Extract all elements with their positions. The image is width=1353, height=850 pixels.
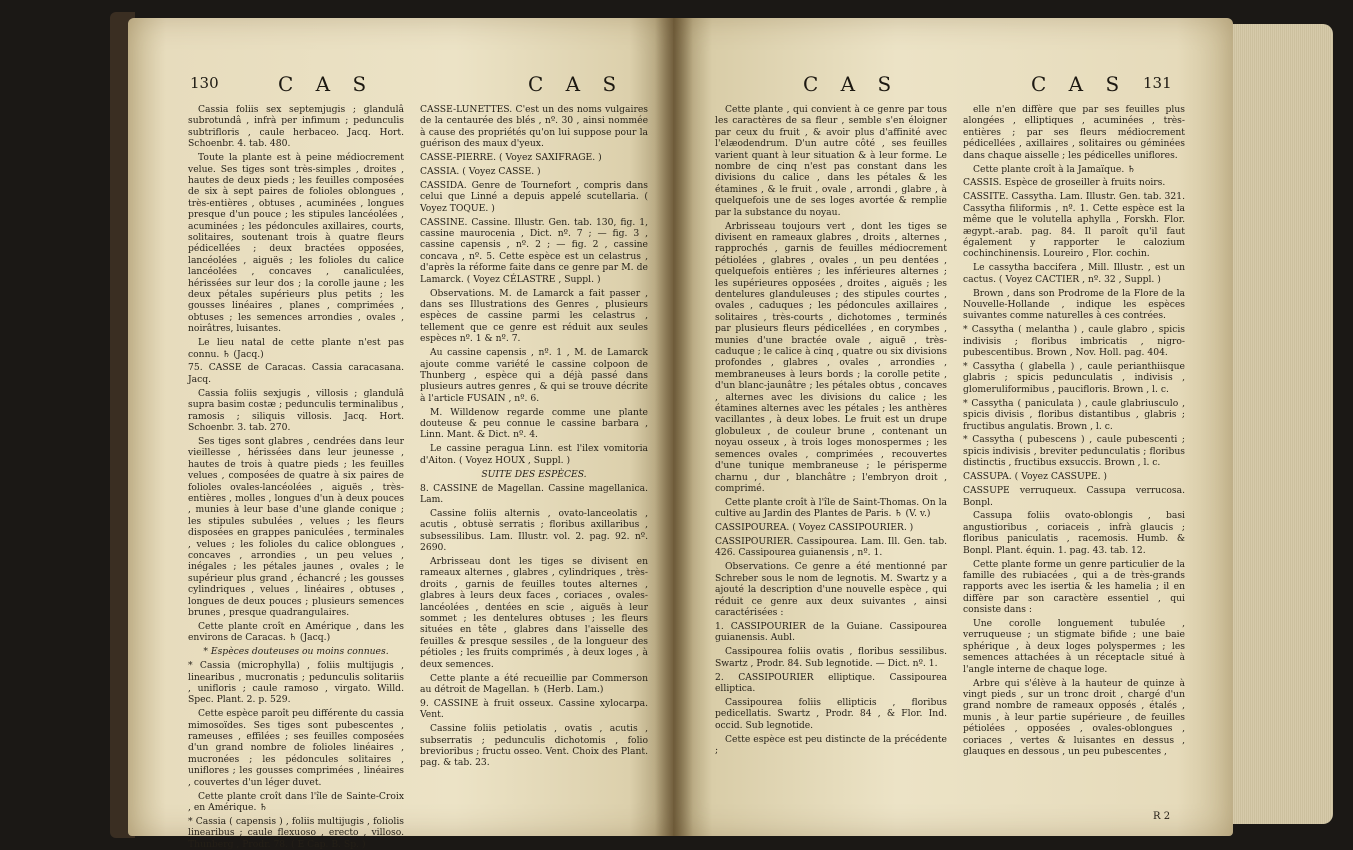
paragraph: Brown , dans son Prodrome de la Flore de la Nouvelle-Hollande , indique les espèces suivantes comme naturelles à ces contrées. [963,287,1185,322]
paragraph: Arbrisseau toujours vert , dont les tiges se divisent en rameaux glabres , droits , alternes , rapprochés , garnis de feuilles médiocrement pétiolées , glabres , ovales , un peu dentées , quelquefois entières ; les inférieures alternes ; les supérieures opposées , droites , aiguës ; les dentelures glanduleuses ; des stipules courtes , ovales , caduques ; les pédoncules axillaires , solitaires , très-courts , dichotomes , terminés par plusieurs fleurs pédicellées , en corymbes , munies d'une bractée ovale , aiguë , très-caduque ; le calice à cinq , quatre ou six divisions profondes , glabres , ovales , arrondies , membraneuses à leurs bords ; la corolle petite , d'un blanc-jaunâtre ; les pétales obtus , concaves , alternes avec les divisions du calice ; les étamines alternes avec les pétales ; les anthères vacillantes , à deux lobes. Le fruit est un drupe globuleux , de couleur brune , contenant un noyau osseux , à trois loges monospermes ; les semences ovales , comprimées , recouvertes d'une tunique membraneuse ; le périsperme charnu , dur , blanchâtre ; l'embryon droit , comprimé. [715,220,947,494]
paragraph: Cassine foliis petiolatis , ovatis , acutis , subserratis ; pedunculis dichotomis , folio brevioribus ; fructu osseo. Vent. Choix des Plant. pag. & tab. 23. [420,723,648,769]
paragraph: * Cassytha ( paniculata ) , caule glabriusculo , spicis divisis , floribus distantibus , glabris ; fructibus angulatis. Brown , l. c. [963,397,1185,432]
paragraph: Au cassine capensis , nº. 1 , M. de Lamarck ajoute comme variété le cassine colpoon de Thunberg , espèce qui a déjà passé dans plusieurs autres genres , & qui se trouve décrite à l'article FUSAIN , nº. 6. [420,347,648,404]
paragraph: CASSITE. Cassytha. Lam. Illustr. Gen. tab. 321. Cassytha filiformis , nº. 1. Cette espèce est la même que le volutella aphylla , Forskh. Flor. ægypt.-arab. pag. 84. Il paroît qu'il faut également y rapporter le calozium cochinchinensis. Loureiro , Flor. cochin. [963,191,1185,260]
paragraph: * Cassia ( capensis ) , foliis multijugis , foliolis linearibus ; caule flexuoso , erecto , villoso. Thunberg , Prodr. 78. ( E Cap. B. Sp. ) [188,815,404,850]
right-page-column-1 [715,104,947,816]
paragraph: CASSIPOUREA. ( Voyez CASSIPOURIER. ) [715,522,914,534]
paragraph: CASSUPE verruqueux. Cassupa verrucosa. Bonpl. [963,485,1185,508]
paragraph: Cassupa foliis ovato-oblongis , basi angustioribus , coriaceis , infrà glaucis ; floribus paniculatis , racemosis. Humb. & Bonpl. Plant. équin. 1. pag. 43. tab. 12. [963,510,1185,556]
paragraph: CASSIS. Espèce de groseiller à fruits noirs. [963,177,1166,189]
paragraph: 8. CASSINE de Magellan. Cassine magellanica. Lam. [420,482,648,505]
paragraph: * Cassia (microphylla) , foliis multijugis , linearibus , mucronatis ; pedunculis solitariis , unifloris ; caule ramoso , virgato. Willd. Spec. Plant. 2. p. 529. [188,660,404,706]
paragraph: Le lieu natal de cette plante n'est pas connu. ♄ (Jacq.) [188,337,404,360]
paragraph: Cette plante a été recueillie par Commerson au détroit de Magellan. ♄ (Herb. Lam.) [420,672,648,695]
paragraph: * Espèces douteuses ou moins connues. [203,646,389,658]
paragraph: elle n'en diffère que par ses feuilles plus alongées , elliptiques , acuminées , très-entières ; par ses fleurs médiocrement pédicellées , axillaires , solitaires ou géminées dans chaque aisselle ; les pédicelles uniflores. [963,104,1185,161]
left-page [128,18,673,850]
paragraph: Arbre qui s'élève à la hauteur de quinze à vingt pieds , sur un tronc droit , chargé d'un grand nombre de rameaux opposés , étalés , munis , à leur partie supérieure , de feuilles pétiolées , opposées , ovales-oblongues , coriaces , vertes & luisantes en dessus , glauques en dessous , un peu pubescentes , [963,677,1185,758]
signature-mark: R 2 [1153,811,1171,822]
paragraph: Cette plante croît à la Jamaïque. ♄ [973,163,1136,175]
paragraph: Toute la plante est à peine médiocrement velue. Ses tiges sont très-simples , droites , hautes de deux pieds ; les feuilles composées de six à sept paires de folioles oblongues , très-entières , obtuses , acuminées , longues presque d'un pouce ; les stipules lancéolées , acuminées ; les pédoncules axillaires, courts, solitaires, soutenant trois à quatre fleurs pédicellées ; deux bractées opposées, lancéolées , aiguës ; les folioles du calice lancéolées , concaves , canaliculées, hérissées sur leur dos ; la corolle jaune ; les deux pétales supérieurs plus petits ; les gousses linéaires , planes , comprimées , obtuses ; les semences arrondies , ovales , noirâtres, luisantes. [188,152,404,335]
paragraph: * Cassytha ( pubescens ) , caule pubescenti ; spicis indivisis , breviter pedunculatis ; floribus distinctis , fructibus exsuccis. Brown , l. c. [963,434,1185,469]
paragraph: Arbrisseau dont les tiges se divisent en rameaux alternes , glabres , cylindriques , très-droits , garnis de feuilles toutes alternes , glabres à leurs deux faces , coriaces , ovales-lancéolées , dentées en scie , aiguës à leur sommet ; les dentelures obtuses ; les fleurs situées en tête , glabres dans l'aisselle des feuilles & presque sessiles , de la longueur des pétioles ; les fruits comprimés , à deux loges , à deux semences. [420,556,648,670]
paragraph: CASSINE. Cassine. Illustr. Gen. tab. 130, fig. 1, cassine maurocenia , Dict. nº. 7 ; — fig. 3 , cassine capensis , nº. 2 ; — fig. 2 , cassine concava , nº. 5. Cette espèce est un celastrus , d'après la réforme faite dans ce genre par M. de Lamarck. ( Voyez CÉLASTRE , Suppl. ) [420,216,648,285]
paragraph: Cette espèce paroît peu différente du cassia mimosoïdes. Ses tiges sont pubescentes , rameuses , effilées ; ses feuilles composées d'un grand nombre de folioles linéaires , mucronées ; les pédoncules solitaires , uniflores ; les gousses comprimées , linéaires , couvertes d'un léger duvet. [188,708,404,788]
paragraph: Cassipourea foliis ellipticis , floribus pedicellatis. Swartz , Prodr. 84 , & Flor. Ind. occid. Sub legnotide. [715,696,947,731]
paragraph: 2. CASSIPOURIER elliptique. Cassipourea elliptica. [715,671,947,694]
paragraph: 75. CASSE de Caracas. Cassia caracasana. Jacq. [188,362,404,385]
paragraph: * Cassytha ( glabella ) , caule perianthiisque glabris ; spicis pedunculatis , indivisis , glomeruliformibus , paucifloris. Brown , l. c. [963,361,1185,395]
paragraph: CASSE-PIERRE. ( Voyez SAXIFRAGE. ) [420,152,602,164]
paragraph: CASSUPA. ( Voyez CASSUPE. ) [963,471,1108,483]
paragraph: 1. CASSIPOURIER de la Guiane. Cassipourea guianensis. Aubl. [715,620,947,644]
right-page-column-2 [963,104,1185,802]
paragraph: CASSE-LUNETTES. C'est un des noms vulgaires de la centaurée des blés , nº. 30 , ainsi nommée à cause des propriétés qu'on lui suppose pour la guérison des maux d'yeux. [420,104,648,150]
paragraph: Le cassine peragua Linn. est l'ilex vomitoria d'Aiton. ( Voyez HOUX , Suppl. ) [420,443,648,466]
page-number-left: 130 [190,74,219,92]
paragraph: CASSIDA. Genre de Tournefort , compris dans celui que Linné a depuis appelé scutellaria. ( Voyez TOQUE. ) [420,179,648,214]
paragraph: Cette plante croît dans l'île de Sainte-Croix , en Amérique. ♄ [188,790,404,813]
running-head-right-1: C A S [803,72,900,96]
running-head-left-2: C A S [528,72,625,96]
paragraph: Ses tiges sont glabres , cendrées dans leur vieillesse , hérissées dans leur jeunesse , hautes de trois à quatre pieds ; les feuilles velues , composées de quatre à six paires de folioles ovales-lancéolées , aiguës , très-entières , molles , longues d'un à deux pouces , munies à leur base d'une glande conique ; les stipules subulées , velues ; les fleurs disposées en grappes paniculées , terminales , velues ; les folioles du calice oblongues , concaves , arrondies , un peu velues , inégales ; les pétales jaunes , ovales ; le supérieur plus grand , échancré ; les gousses cylindriques , velues , linéaires , obtuses , longues de deux pouces ; plusieurs semences brunes , presque quadrangulaires. [188,435,404,618]
left-page-column-1 [188,104,404,850]
paragraph: Le cassytha baccifera , Mill. Illustr. , est un cactus. ( Voyez CACTIER , nº. 32 , Suppl. ) [963,262,1185,285]
paragraph: Une corolle longuement tubulée , verruqueuse ; un stigmate bifide ; une baie sphérique , à deux loges polyspermes ; les semences attachées à un réceptacle situé à l'angle interne de chaque loge. [963,618,1185,675]
paragraph: Cette plante , qui convient à ce genre par tous les caractères de sa fleur , semble s'en éloigner par ceux du fruit , & avoir plus d'affinité avec l'elæodendrum. D'un autre côté , ses feuilles varient quant à leur situation & à leur forme. Le nombre de cinq n'est pas constant dans les divisions du calice , dans les pétales & les étamines , & le fruit , ovale , arrondi , glabre , à quelquefois une de ses loges avortée & remplie par la substance du noyau. [715,104,947,218]
paragraph: Cassipourea foliis ovatis , floribus sessilibus. Swartz , Prodr. 84. Sub legnotide. — Dict. nº. 1. [715,646,947,669]
right-page [673,18,1233,836]
paragraph: CASSIPOURIER. Cassipourea. Lam. Ill. Gen. tab. 426. Cassipourea guianensis , nº. 1. [715,536,947,559]
left-page-column-2 [420,104,648,816]
running-head-right-2: C A S [1031,72,1128,96]
paragraph: Cette plante croît en Amérique , dans les environs de Caracas. ♄ (Jacq.) [188,620,404,644]
paragraph: CASSIA. ( Voyez CASSE. ) [420,166,541,178]
paragraph: M. Willdenow regarde comme une plante douteuse & peu connue le cassine barbara , Linn. Mant. & Dict. nº. 4. [420,406,648,441]
paragraph: Cassine foliis alternis , ovato-lanceolatis , acutis , obtusè serratis ; floribus axillaribus , subsessilibus. Lam. Illustr. vol. 2. pag. 92. nº. 2690. [420,507,648,554]
paragraph: 9. CASSINE à fruit osseux. Cassine xylocarpa. Vent. [420,697,648,721]
paragraph: Observations. Ce genre a été mentionné par Schreber sous le nom de legnotis. M. Swartz y a ajouté la description d'une nouvelle espèce , qui réduit ce genre aux deux suivantes , ainsi caractérisées : [715,561,947,618]
running-head-left-1: C A S [278,72,375,96]
paragraph: Observations. M. de Lamarck a fait passer , dans ses Illustrations des Genres , plusieurs espèces de cassine parmi les celastrus , tellement que ce genre est réduit aux seules espèces nº. 1 & nº. 7. [420,287,648,345]
paragraph: Cassia foliis sex septemjugis ; glandulâ subrotundâ , infrà per infimum ; pedunculis subtrifloris , caule herbaceo. Jacq. Hort. Schoenbr. 4. tab. 480. [188,104,404,150]
paragraph: SUITE DES ESPÈCES. [481,468,587,480]
page-block-edge [1233,24,1333,824]
page-number-right: 131 [1143,74,1172,92]
paragraph: Cassia foliis sexjugis , villosis ; glandulâ supra basim costæ ; pedunculis terminalibus , ramosis ; siliquis villosis. Jacq. Hort. Schoenbr. 3. tab. 270. [188,387,404,433]
paragraph: * Cassytha ( melantha ) , caule glabro , spicis indivisis ; floribus imbricatis , nigro-pubescentibus. Brown , Nov. Holl. pag. 404. [963,324,1185,359]
paragraph: Cette plante croît à l'île de Saint-Thomas. On la cultive au Jardin des Plantes de Paris. ♄ (V. v.) [715,496,947,520]
paragraph: Cette plante forme un genre particulier de la famille des rubiacées , qui a de très-grands rapports avec les isertia & les hamelia ; il en diffère par son caractère essentiel , qui consiste dans : [963,558,1185,616]
paragraph: Cette espèce est peu distincte de la précédente ; [715,733,947,756]
